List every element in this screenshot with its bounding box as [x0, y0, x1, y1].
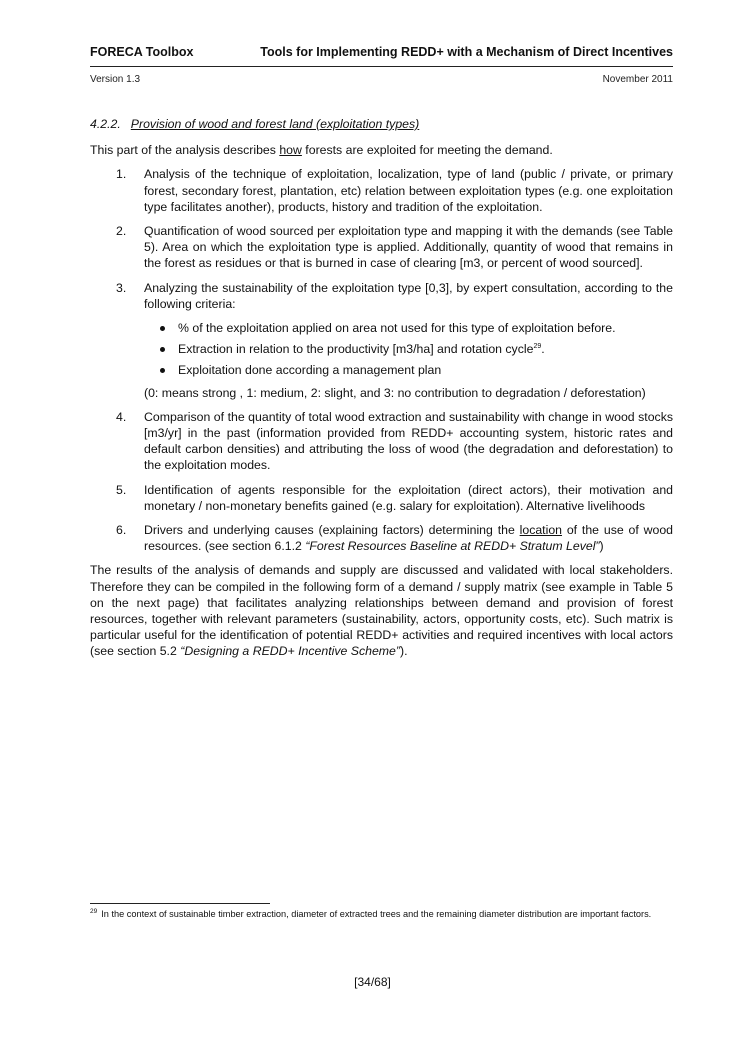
intro-text-before: This part of the analysis describes: [90, 143, 280, 158]
section-title: Provision of wood and forest land (exploitation types): [130, 117, 420, 131]
bullet-icon: [160, 326, 165, 331]
list-item-number: 1.: [116, 167, 127, 182]
analysis-steps-list: [90, 166, 673, 554]
section-number: 4.2.2.: [90, 117, 121, 131]
criteria-item: [144, 362, 673, 378]
page-number: [34/68]: [354, 975, 391, 989]
page-body: [90, 116, 673, 660]
conclusion-text-end: ).: [399, 644, 408, 659]
list-item: [90, 482, 673, 514]
header-meta: [90, 74, 673, 88]
intro-text-after: forests are exploited for meeting the demand.: [301, 143, 553, 158]
section-heading: [90, 116, 673, 132]
footnote-text: In the context of sustainable timber extraction, diameter of extracted trees and the remaining diameter distribution are important factors.: [101, 909, 652, 919]
header-date: November 2011: [602, 74, 673, 85]
criteria-text-end: .: [541, 342, 545, 357]
list-item: [90, 223, 673, 272]
criteria-text: Exploitation done according a management plan: [178, 363, 442, 378]
header-right-title: Tools for Implementing REDD+ with a Mechanism of Direct Incentives: [260, 45, 673, 59]
list-item-number: 2.: [116, 224, 127, 239]
section-reference: “Forest Resources Baseline at REDD+ Stratum Level”: [305, 539, 600, 554]
list-item-number: 3.: [116, 280, 127, 295]
list-item-number: 5.: [116, 482, 127, 497]
criteria-scale-note: (0: means strong , 1: medium, 2: slight, and 3: no contribution to degradation / deforestation): [144, 385, 646, 400]
footnote-reference[interactable]: 29: [533, 343, 542, 351]
criteria-item: [144, 341, 673, 357]
conclusion-paragraph: [90, 562, 673, 659]
footnote: [90, 908, 673, 920]
intro-paragraph: [90, 142, 673, 158]
bullet-icon: [160, 347, 165, 352]
list-item-text-middle: of the use of wood resources. (see section 6.1.2: [144, 523, 673, 554]
page-header: [90, 45, 673, 63]
list-item-text: Identification of agents responsible for the exploitation (direct actors), their motivation and monetary / non-monetary benefits gained (e.g. salary for exploitation). Alternative livelihoods: [144, 482, 673, 513]
list-item-number: 4.: [116, 409, 127, 424]
list-item: [90, 280, 673, 401]
footnote-number: 29: [90, 907, 98, 915]
list-item-text: Comparison of the quantity of total wood extraction and sustainability with change in wood stocks [m3/yr] in the past (information provided from REDD+ accounting system, historic rates and default carbon densities) and attributing the loss of wood (the degradation and deforestation) to the exploitation modes.: [144, 409, 673, 473]
list-item-text-end: ): [599, 539, 604, 554]
list-item-text: Analysis of the technique of exploitation, localization, type of land (public / private, or primary forest, secondary forest, plantation, etc) relation between exploitation types (e.g. one exploitation type facilitates another), products, history and tradition of the exploitation.: [144, 167, 673, 214]
header-divider: [90, 66, 673, 67]
list-item: [90, 409, 673, 474]
list-item-text: Quantification of wood sourced per exploitation type and mapping it with the demands (see Table 5). Area on which the exploitation type is applied. Additionally, quantity of wood that remains in the forest as residues or that is burned in case of clearing [m3, or percent of wood sourced].: [144, 224, 673, 271]
list-item-text: Analyzing the sustainability of the exploitation type [0,3], by expert consultation, according to the following criteria:: [144, 280, 673, 311]
list-item-number: 6.: [116, 523, 127, 538]
criteria-text: % of the exploitation applied on area not used for this type of exploitation before.: [178, 321, 616, 336]
list-item-text: Drivers and underlying causes (explaining factors) determining the: [144, 523, 520, 538]
criteria-text: Extraction in relation to the productivity [m3/ha] and rotation cycle: [178, 342, 534, 357]
criteria-item: [144, 320, 673, 336]
section-reference: “Designing a REDD+ Incentive Scheme”: [180, 644, 400, 659]
list-item: [90, 522, 673, 554]
conclusion-text: The results of the analysis of demands and supply are discussed and validated with local stakeholders. Therefore they can be compiled in the following form of a demand / supply matrix (see example in Table 5 on the next page) that facilitates analyzing relationships between demand and provision of forest resources, together with relevant parameters (sustainability, actors, opportunity costs, etc). Such matrix is particular useful for the identification of potential REDD+ activities and required incentives with local actors (see section 5.2: [90, 563, 673, 659]
header-left-title: FORECA Toolbox: [90, 45, 194, 59]
underlined-word: location: [519, 523, 563, 538]
header-version: Version 1.3: [90, 74, 141, 85]
criteria-list: [144, 320, 673, 379]
bullet-icon: [160, 368, 165, 373]
footnote-divider: [90, 903, 270, 904]
intro-underlined-word: how: [279, 143, 302, 158]
list-item: [90, 166, 673, 215]
